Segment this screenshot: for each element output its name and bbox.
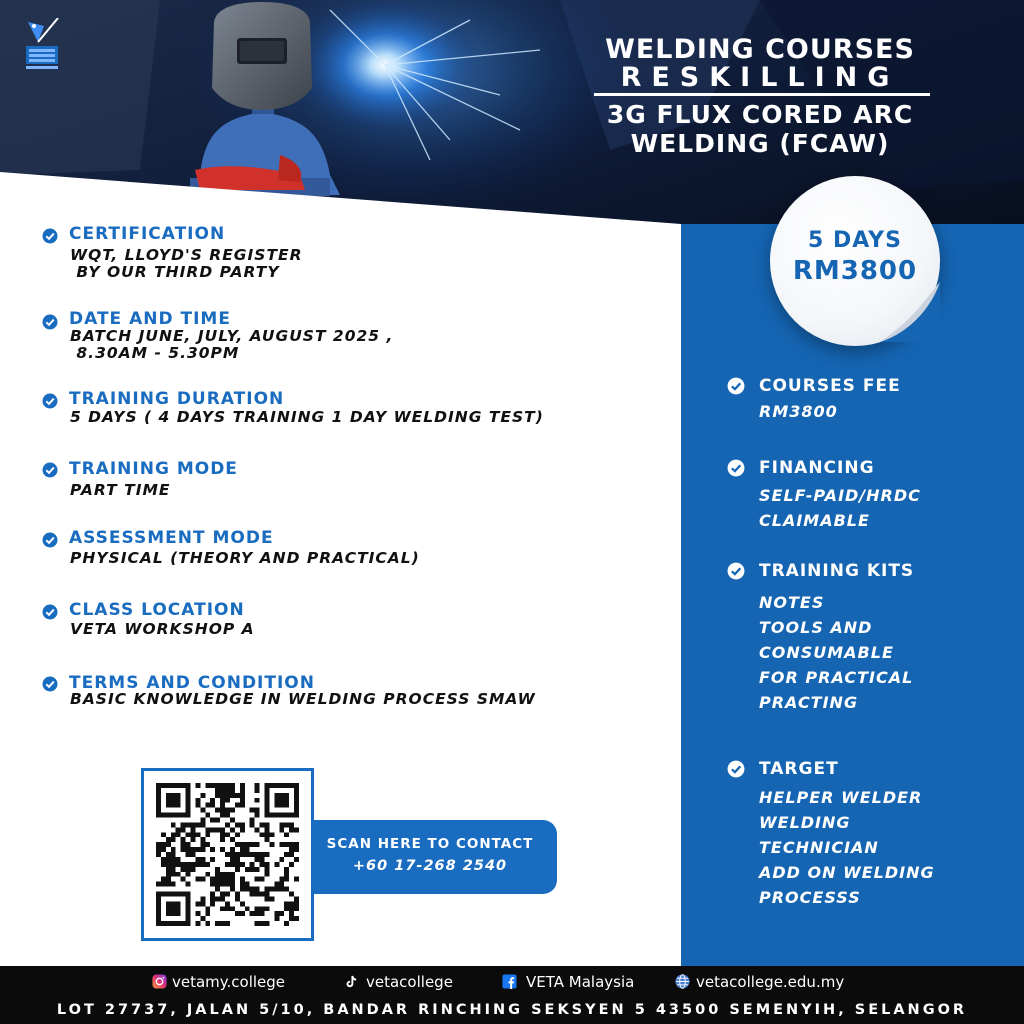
- training-kits-line: PRACTING: [759, 693, 859, 712]
- check-circle-icon: [42, 228, 58, 244]
- financing-line: SELF-PAID/HRDC: [759, 486, 921, 505]
- financing-line: CLAIMABLE: [759, 511, 870, 530]
- training-kits-line: CONSUMABLE: [759, 643, 894, 662]
- assessment-mode-value: PHYSICAL (THEORY AND PRACTICAL): [70, 549, 420, 567]
- training-kits-line: TOOLS AND: [759, 618, 873, 637]
- facebook-icon[interactable]: [502, 974, 517, 989]
- target-heading: TARGET: [759, 759, 839, 779]
- check-circle-icon: [42, 676, 58, 692]
- price-days: 5 DAYS: [808, 228, 902, 253]
- training-kits-line: FOR PRACTICAL: [759, 668, 914, 687]
- class-location-heading: CLASS LOCATION: [69, 600, 245, 620]
- training-duration-heading: TRAINING DURATION: [69, 389, 285, 409]
- assessment-mode-heading: ASSESSMENT MODE: [69, 528, 274, 548]
- training-kits-lines: [759, 590, 913, 715]
- terms-condition-value: BASIC KNOWLEDGE IN WELDING PROCESS SMAW: [70, 690, 536, 708]
- page-curl-icon: [880, 282, 940, 342]
- contact-box: [314, 820, 557, 894]
- financing-lines: [759, 483, 921, 533]
- target-lines: [759, 785, 935, 910]
- training-kits-heading: TRAINING KITS: [759, 561, 915, 581]
- training-mode-value: PART TIME: [70, 481, 171, 499]
- facebook-page[interactable]: VETA Malaysia: [526, 973, 635, 991]
- qr-code-icon[interactable]: [156, 783, 299, 926]
- financing-heading: FINANCING: [759, 458, 875, 478]
- contact-label: SCAN HERE TO CONTACT: [326, 836, 534, 852]
- training-kits-line: NOTES: [759, 593, 825, 612]
- title-line-2: RESKILLING: [620, 62, 900, 93]
- check-circle-icon: [42, 604, 58, 620]
- instagram-icon[interactable]: [152, 974, 167, 989]
- check-circle-icon: [42, 532, 58, 548]
- instagram-handle[interactable]: vetamy.college: [172, 973, 286, 991]
- courses-fee-line: RM3800: [759, 402, 838, 421]
- check-circle-icon: [727, 459, 745, 477]
- website-link[interactable]: vetacollege.edu.my: [696, 973, 845, 991]
- contact-phone[interactable]: +60 17-268 2540: [352, 858, 508, 874]
- check-circle-icon: [42, 393, 58, 409]
- training-duration-value: 5 DAYS ( 4 DAYS TRAINING 1 DAY WELDING TEST): [70, 408, 544, 426]
- target-line: PROCESSS: [759, 888, 861, 907]
- title-line-3: 3G FLUX CORED ARC: [606, 100, 914, 129]
- tiktok-icon[interactable]: [343, 974, 358, 989]
- courses-fee-heading: COURSES FEE: [759, 376, 901, 396]
- date-time-heading: DATE AND TIME: [69, 309, 231, 329]
- check-circle-icon: [727, 562, 745, 580]
- globe-icon[interactable]: [675, 974, 690, 989]
- title-line-1: WELDING COURSES: [605, 34, 915, 65]
- tiktok-handle[interactable]: vetacollege: [366, 973, 453, 991]
- target-line: WELDING: [759, 813, 851, 832]
- class-location-value: VETA WORKSHOP A: [70, 620, 255, 638]
- certification-heading: CERTIFICATION: [69, 224, 226, 244]
- check-circle-icon: [42, 314, 58, 330]
- training-mode-heading: TRAINING MODE: [69, 459, 238, 479]
- terms-condition-heading: TERMS AND CONDITION: [69, 673, 315, 693]
- title-line-4: WELDING (FCAW): [630, 129, 890, 158]
- courses-fee-lines: [759, 399, 838, 424]
- date-time-value: BATCH JUNE, JULY, AUGUST 2025 , 8.30AM - 5.30PM: [70, 327, 394, 362]
- certification-value: WQT, LLOYD'S REGISTER BY OUR THIRD PARTY: [70, 246, 303, 281]
- veta-logo: [24, 18, 60, 76]
- check-circle-icon: [727, 760, 745, 778]
- target-line: HELPER WELDER: [759, 788, 923, 807]
- check-circle-icon: [727, 377, 745, 395]
- check-circle-icon: [42, 462, 58, 478]
- target-line: TECHNICIAN: [759, 838, 879, 857]
- price-amount: RM3800: [792, 256, 918, 286]
- address-line: LOT 27737, JALAN 5/10, BANDAR RINCHING SEKSYEN 5 43500 SEMENYIH, SELANGOR: [56, 1002, 968, 1018]
- title-divider: [594, 93, 930, 96]
- target-line: ADD ON WELDING: [759, 863, 935, 882]
